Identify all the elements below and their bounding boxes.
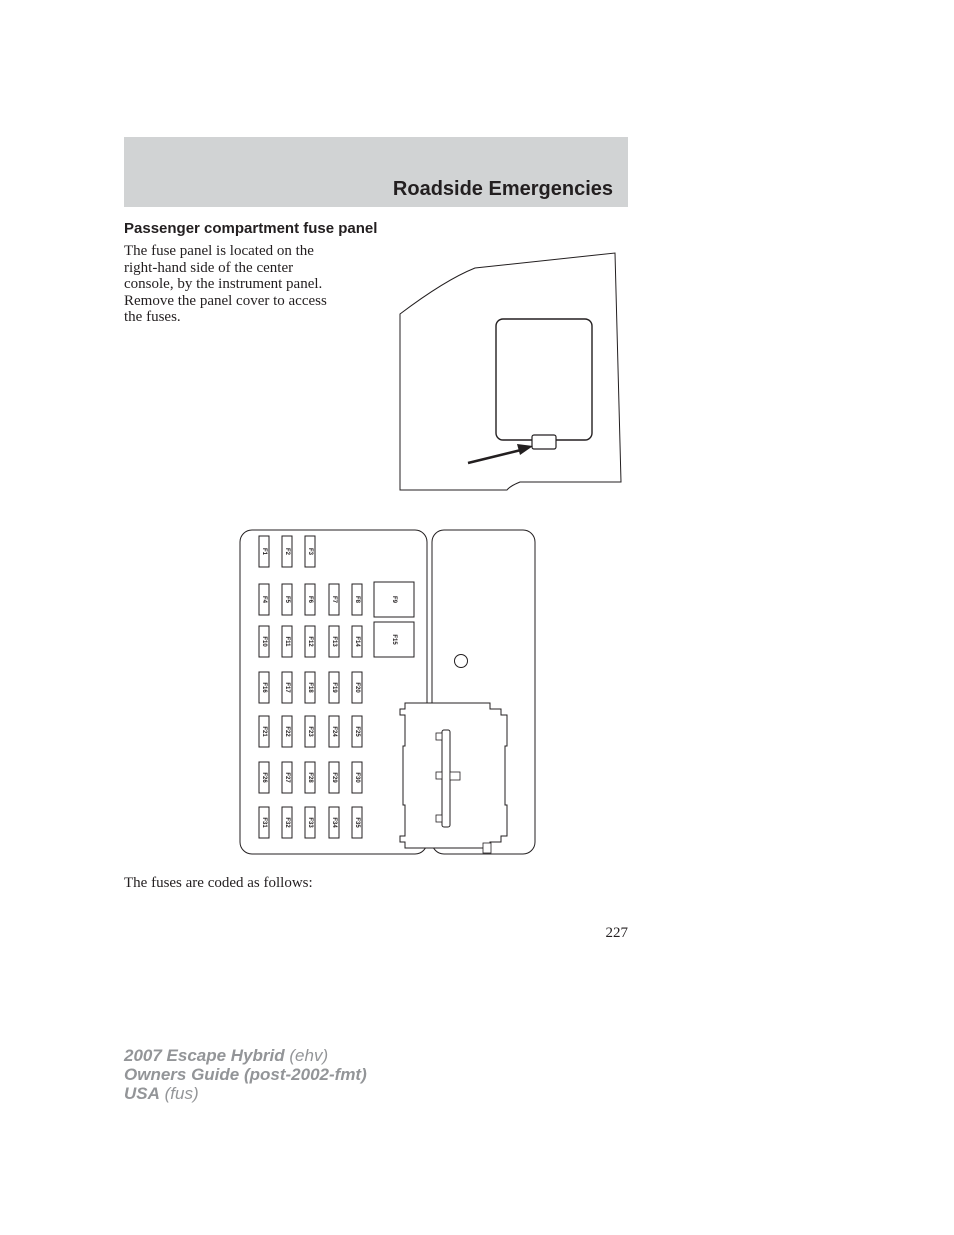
fuse-label: F16 (261, 682, 267, 693)
fuse-label: F33 (307, 817, 313, 828)
fuse-label: F6 (307, 595, 313, 604)
header-band (124, 137, 628, 207)
fuse-label: F7 (331, 595, 337, 604)
fuse-label: F28 (307, 772, 313, 783)
fuse-slot (282, 626, 292, 657)
fuse-slot (259, 716, 269, 747)
body-line: right-hand side of the center (124, 259, 294, 276)
fuse-label: F12 (307, 636, 313, 647)
fuse-label: F21 (261, 726, 267, 737)
fuse-label: F23 (307, 726, 313, 737)
body-line: Remove the panel cover to access (124, 292, 327, 309)
body-line: the fuses. (124, 309, 181, 326)
fuse-slot (352, 762, 362, 793)
fuse-label: F22 (284, 726, 290, 737)
fuse-label: F24 (331, 726, 337, 737)
fuse-slot (305, 536, 315, 567)
fuse-slot (282, 672, 292, 703)
fuse-label: F35 (354, 817, 360, 828)
page-number: 227 (605, 925, 628, 941)
fuse-label: F5 (284, 595, 290, 604)
footer-market: USA (124, 1084, 160, 1103)
large-fuse-label: F9 (391, 595, 397, 604)
fuse-label: F18 (307, 682, 313, 693)
chapter-title: Roadside Emergencies (392, 178, 613, 200)
fuse-slot (329, 584, 339, 615)
fuse-slot (305, 626, 315, 657)
fuse-slot (282, 584, 292, 615)
connector-latch (442, 730, 450, 827)
footer-market-code: (fus) (164, 1084, 199, 1103)
fuse-slot (282, 716, 292, 747)
fuse-slot (305, 584, 315, 615)
large-fuse-slot (374, 622, 414, 657)
fuse-label: F10 (261, 636, 267, 647)
large-fuse-slot (374, 582, 414, 617)
fuse-slot (259, 626, 269, 657)
connector-foot (483, 843, 491, 853)
fuse-label: F27 (284, 772, 290, 783)
fuse-slot (305, 762, 315, 793)
fuse-label: F14 (354, 636, 360, 647)
fuse-label: F19 (331, 682, 337, 693)
fuse-label: F11 (284, 636, 290, 647)
document-footer (124, 1046, 367, 1103)
fuse-label: F29 (331, 772, 337, 783)
mounting-hole (455, 655, 468, 668)
fuse-slot (352, 807, 362, 838)
fuse-slot (282, 807, 292, 838)
fuse-slot (329, 672, 339, 703)
fuse-codes-intro: The fuses are coded as follows: (124, 875, 313, 891)
fuse-slot (329, 626, 339, 657)
fuse-slot (282, 536, 292, 567)
fuse-label: F8 (354, 595, 360, 604)
section-heading: Passenger compartment fuse panel (124, 220, 378, 237)
connector-pin (436, 815, 442, 822)
footer-line-1 (124, 1046, 367, 1065)
fuse-slot (259, 762, 269, 793)
fuse-slot (352, 584, 362, 615)
body-line: console, by the instrument panel. (124, 276, 323, 293)
section-body (124, 243, 369, 326)
large-fuse-label: F15 (391, 634, 397, 645)
fuse-label: F30 (354, 772, 360, 783)
fuse-label: F31 (261, 817, 267, 828)
footer-guide: Owners Guide (post-2002-fmt) (124, 1065, 367, 1084)
fuse-slot (329, 762, 339, 793)
fuse-slot (352, 716, 362, 747)
fuse-label: F4 (261, 595, 267, 604)
console-illustration (395, 250, 625, 495)
body-line: The fuse panel is located on the (124, 243, 314, 259)
fuse-label: F1 (261, 547, 267, 556)
fuse-label: F26 (261, 772, 267, 783)
fuse-slot (305, 672, 315, 703)
fuse-slot (352, 672, 362, 703)
fuse-label: F34 (331, 817, 337, 828)
footer-model-code: (ehv) (289, 1046, 329, 1065)
cover-tab (532, 435, 556, 449)
fuse-slot (329, 716, 339, 747)
fuse-slot (259, 672, 269, 703)
fuse-slot (305, 716, 315, 747)
connector-pin (436, 772, 442, 779)
fuse-slot (352, 626, 362, 657)
footer-line-2 (124, 1065, 367, 1084)
fuse-label: F32 (284, 817, 290, 828)
fuse-label: F20 (354, 682, 360, 693)
fuse-slot (305, 807, 315, 838)
fuse-label: F17 (284, 682, 290, 693)
fuse-label: F3 (307, 547, 313, 556)
fuse-slot (259, 807, 269, 838)
fuse-slot (259, 536, 269, 567)
footer-model: 2007 Escape Hybrid (124, 1046, 285, 1065)
connector-pin (436, 733, 442, 740)
panel-cover (496, 319, 592, 440)
fuse-slot (282, 762, 292, 793)
fuse-label: F25 (354, 726, 360, 737)
fuse-label: F13 (331, 636, 337, 647)
fuse-label: F2 (284, 547, 290, 556)
fuse-panel-diagram (235, 525, 540, 860)
fuse-slot (329, 807, 339, 838)
connector-pin (450, 772, 460, 780)
fuse-slot (259, 584, 269, 615)
footer-line-3 (124, 1084, 367, 1103)
